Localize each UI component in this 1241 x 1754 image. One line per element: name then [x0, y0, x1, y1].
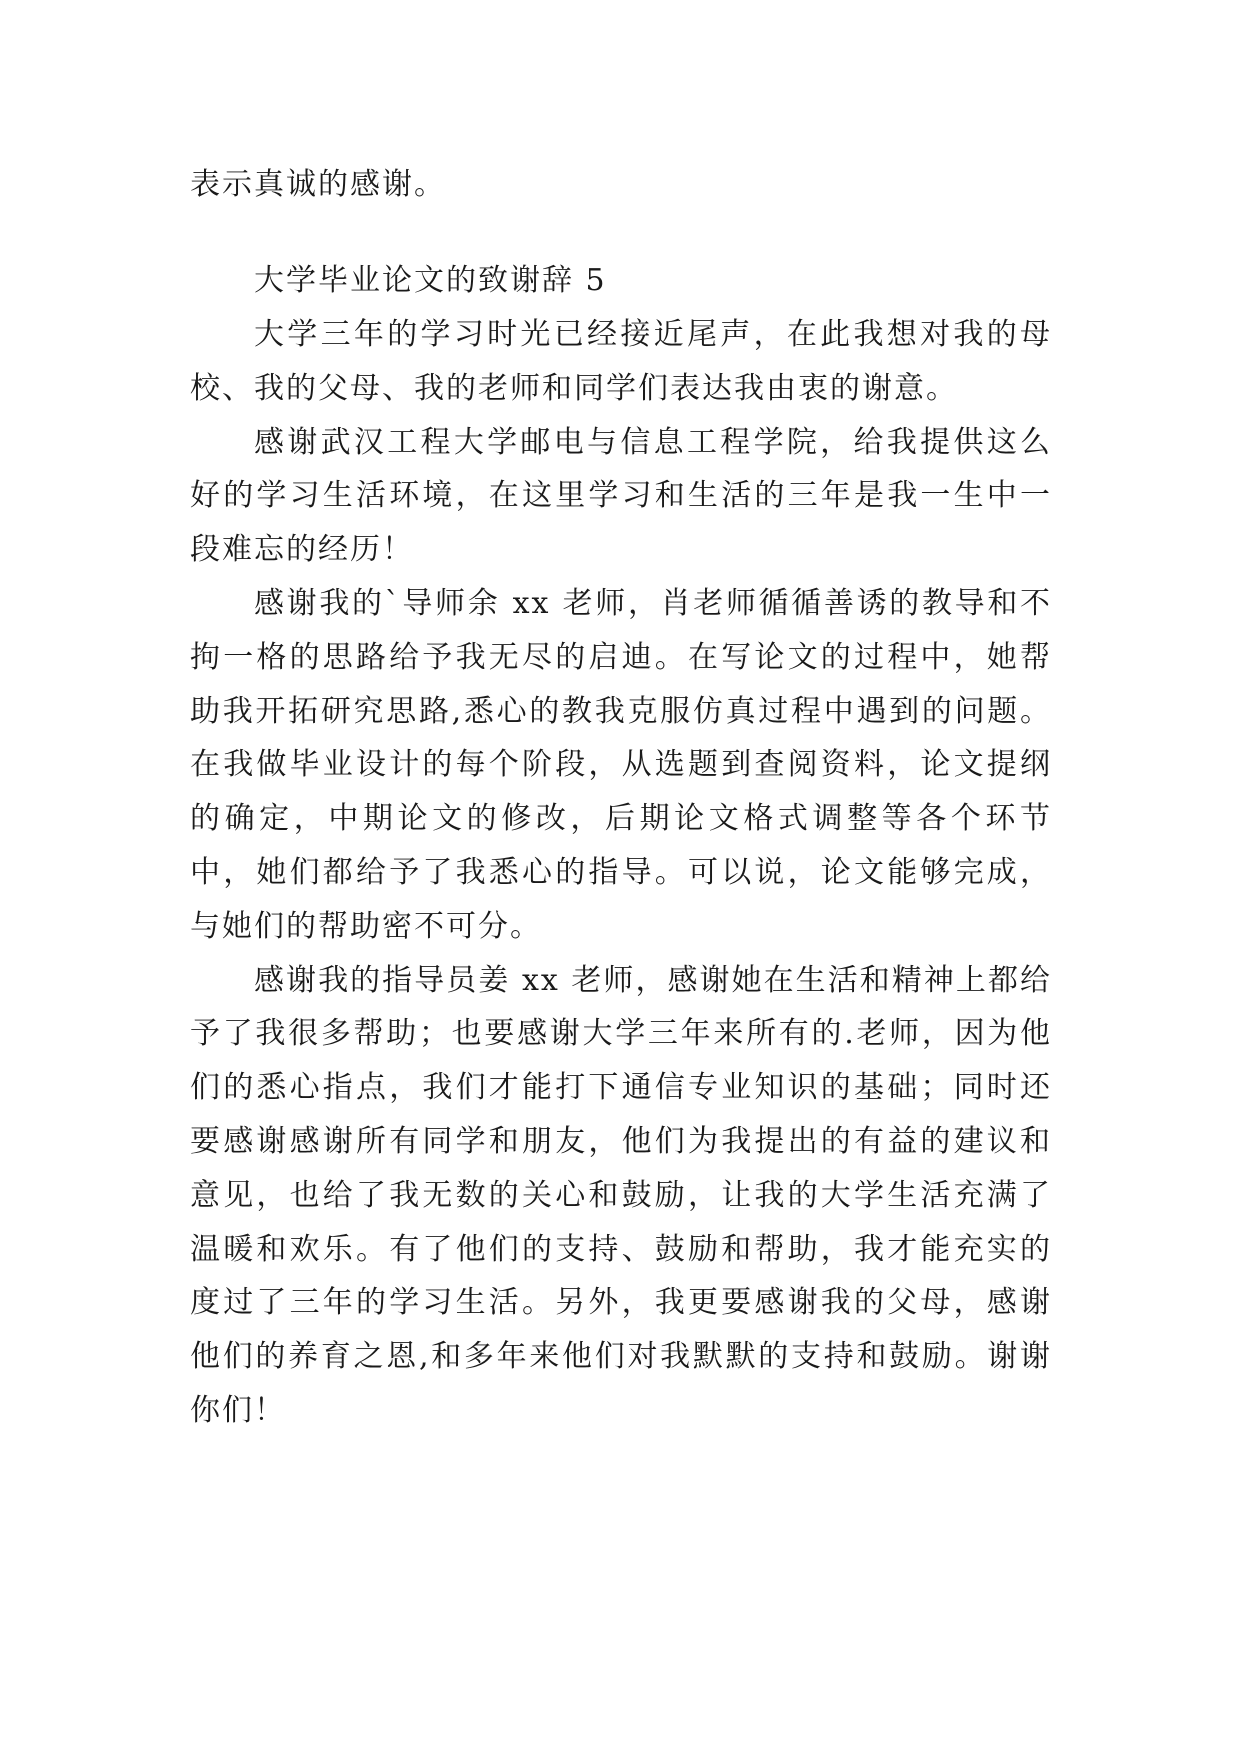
paragraph-school: 感谢武汉工程大学邮电与信息工程学院，给我提供这么好的学习生活环境，在这里学习和生活的三年是我一生中一段难忘的经历！	[190, 424, 1052, 568]
section-title: 大学毕业论文的致谢辞 5	[254, 263, 607, 298]
paragraph-thanks-all: 感谢我的指导员姜 xx 老师，感谢她在生活和精神上都给予了我很多帮助；也要感谢大学三年来所有的.老师，因为他们的悉心指点，我们才能打下通信专业知识的基础；同时还要感谢感谢所有同学和朋友，他们为我提出的有益的建议和意见，也给了我无数的关心和鼓励，让我的大学生活充满了温暖和欢乐。有了他们的支持、鼓励和帮助，我才能充实的度过了三年的学习生活。另外，我更要感谢我的父母，感谢他们的养育之恩,和多年来他们对我默默的支持和鼓励。谢谢你们！	[190, 962, 1052, 1428]
continued-fragment: 表示真诚的感谢。	[190, 167, 446, 202]
document-body	[190, 308, 1052, 1438]
paragraph-advisor: 感谢我的`导师余 xx 老师，肖老师循循善诱的教导和不拘一格的思路给予我无尽的启迪。在写论文的过程中，她帮助我开拓研究思路,悉心的教我克服仿真过程中遇到的问题。在我做毕业设计的每个阶段，从选题到查阅资料，论文提纲的确定，中期论文的修改，后期论文格式调整等各个环节中，她们都给予了我悉心的指导。可以说，论文能够完成，与她们的帮助密不可分。	[190, 585, 1052, 944]
paragraph-intro: 大学三年的学习时光已经接近尾声，在此我想对我的母校、我的父母、我的老师和同学们表达我由衷的谢意。	[190, 317, 1052, 406]
